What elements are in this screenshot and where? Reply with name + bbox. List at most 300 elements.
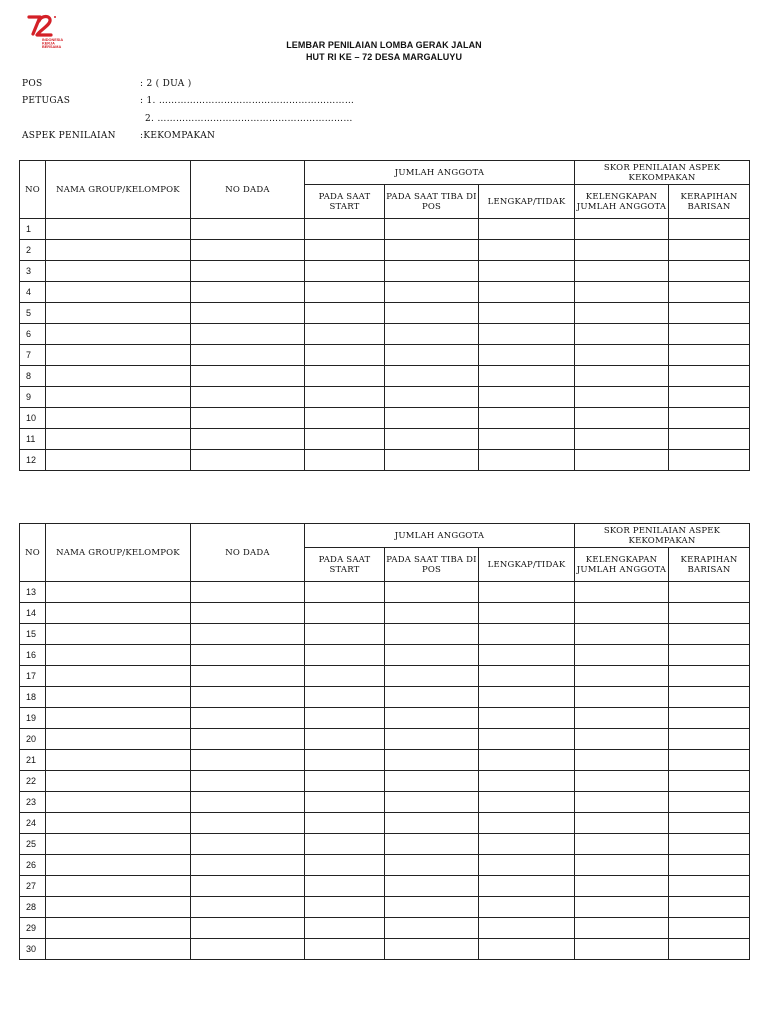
cell-tiba[interactable] [385, 792, 479, 813]
cell-lengkap[interactable] [479, 813, 575, 834]
row-number: 9 [20, 387, 46, 408]
table-row [20, 834, 750, 855]
row-number: 21 [20, 750, 46, 771]
cell-tiba[interactable] [385, 771, 479, 792]
cell-no-dada[interactable] [191, 429, 305, 450]
cell-lengkap[interactable] [479, 939, 575, 960]
cell-start[interactable] [305, 387, 385, 408]
cell-lengkap[interactable] [479, 834, 575, 855]
cell-lengkap[interactable] [479, 429, 575, 450]
cell-kerapihan[interactable] [669, 582, 750, 603]
cell-kelengkapan[interactable] [575, 645, 669, 666]
cell-lengkap[interactable] [479, 750, 575, 771]
cell-tiba[interactable] [385, 582, 479, 603]
cell-kerapihan[interactable] [669, 771, 750, 792]
petugas-label: PETUGAS [22, 96, 71, 106]
cell-tiba[interactable] [385, 387, 479, 408]
table-row [20, 666, 750, 687]
cell-nama-group[interactable] [46, 282, 191, 303]
cell-tiba[interactable] [385, 408, 479, 429]
cell-tiba[interactable] [385, 261, 479, 282]
header-pada-saat-tiba: PADA SAAT TIBA DI POS [385, 185, 479, 219]
cell-nama-group[interactable] [46, 897, 191, 918]
cell-kerapihan[interactable] [669, 750, 750, 771]
table-row [20, 429, 750, 450]
row-number: 30 [20, 939, 46, 960]
cell-tiba[interactable] [385, 708, 479, 729]
table-row [20, 303, 750, 324]
cell-nama-group[interactable] [46, 324, 191, 345]
table-row [20, 603, 750, 624]
cell-kelengkapan[interactable] [575, 603, 669, 624]
cell-kerapihan[interactable] [669, 918, 750, 939]
cell-kelengkapan[interactable] [575, 408, 669, 429]
cell-kerapihan[interactable] [669, 834, 750, 855]
cell-kelengkapan[interactable] [575, 240, 669, 261]
cell-kerapihan[interactable] [669, 324, 750, 345]
cell-nama-group[interactable] [46, 366, 191, 387]
cell-lengkap[interactable] [479, 687, 575, 708]
cell-no-dada[interactable] [191, 771, 305, 792]
cell-tiba[interactable] [385, 603, 479, 624]
table-row [20, 387, 750, 408]
cell-kelengkapan[interactable] [575, 834, 669, 855]
header-skor-penilaian: SKOR PENILAIAN ASPEK KEKOMPAKAN [575, 161, 750, 185]
cell-nama-group[interactable] [46, 408, 191, 429]
cell-no-dada[interactable] [191, 813, 305, 834]
cell-tiba[interactable] [385, 918, 479, 939]
cell-kelengkapan[interactable] [575, 366, 669, 387]
cell-no-dada[interactable] [191, 666, 305, 687]
cell-kelengkapan[interactable] [575, 771, 669, 792]
table-row [20, 282, 750, 303]
cell-nama-group[interactable] [46, 645, 191, 666]
cell-lengkap[interactable] [479, 729, 575, 750]
cell-lengkap[interactable] [479, 366, 575, 387]
cell-start[interactable] [305, 834, 385, 855]
cell-kelengkapan[interactable] [575, 582, 669, 603]
row-number: 2 [20, 240, 46, 261]
cell-tiba[interactable] [385, 687, 479, 708]
cell-nama-group[interactable] [46, 219, 191, 240]
cell-kerapihan[interactable] [669, 792, 750, 813]
cell-nama-group[interactable] [46, 855, 191, 876]
row-number: 25 [20, 834, 46, 855]
cell-kelengkapan[interactable] [575, 813, 669, 834]
cell-tiba[interactable] [385, 897, 479, 918]
header-kerapihan: KERAPIHAN BARISAN [669, 185, 750, 219]
cell-kerapihan[interactable] [669, 450, 750, 471]
table-row [20, 792, 750, 813]
cell-kelengkapan[interactable] [575, 666, 669, 687]
cell-start[interactable] [305, 708, 385, 729]
cell-tiba[interactable] [385, 324, 479, 345]
cell-lengkap[interactable] [479, 855, 575, 876]
row-number: 10 [20, 408, 46, 429]
info-pos [22, 79, 192, 89]
table-row [20, 687, 750, 708]
cell-tiba[interactable] [385, 450, 479, 471]
cell-nama-group[interactable] [46, 261, 191, 282]
row-number: 7 [20, 345, 46, 366]
row-number: 22 [20, 771, 46, 792]
cell-no-dada[interactable] [191, 366, 305, 387]
cell-nama-group[interactable] [46, 813, 191, 834]
cell-nama-group[interactable] [46, 387, 191, 408]
table-row [20, 324, 750, 345]
cell-start[interactable] [305, 645, 385, 666]
cell-lengkap[interactable] [479, 450, 575, 471]
cell-nama-group[interactable] [46, 666, 191, 687]
cell-kerapihan[interactable] [669, 408, 750, 429]
cell-lengkap[interactable] [479, 708, 575, 729]
row-number: 13 [20, 582, 46, 603]
cell-start[interactable] [305, 813, 385, 834]
cell-nama-group[interactable] [46, 939, 191, 960]
cell-no-dada[interactable] [191, 855, 305, 876]
cell-kerapihan[interactable] [669, 645, 750, 666]
row-number: 15 [20, 624, 46, 645]
cell-kelengkapan[interactable] [575, 624, 669, 645]
cell-nama-group[interactable] [46, 708, 191, 729]
cell-tiba[interactable] [385, 939, 479, 960]
cell-lengkap[interactable] [479, 345, 575, 366]
row-number: 11 [20, 429, 46, 450]
cell-kerapihan[interactable] [669, 345, 750, 366]
cell-kerapihan[interactable] [669, 813, 750, 834]
cell-nama-group[interactable] [46, 603, 191, 624]
cell-kelengkapan[interactable] [575, 729, 669, 750]
cell-tiba[interactable] [385, 645, 479, 666]
table-row [20, 645, 750, 666]
cell-kelengkapan[interactable] [575, 450, 669, 471]
cell-start[interactable] [305, 303, 385, 324]
cell-kelengkapan[interactable] [575, 897, 669, 918]
cell-no-dada[interactable] [191, 750, 305, 771]
cell-start[interactable] [305, 771, 385, 792]
cell-nama-group[interactable] [46, 303, 191, 324]
cell-kerapihan[interactable] [669, 897, 750, 918]
cell-nama-group[interactable] [46, 729, 191, 750]
cell-tiba[interactable] [385, 813, 479, 834]
cell-kerapihan[interactable] [669, 666, 750, 687]
cell-kerapihan[interactable] [669, 855, 750, 876]
cell-nama-group[interactable] [46, 429, 191, 450]
cell-no-dada[interactable] [191, 450, 305, 471]
cell-kerapihan[interactable] [669, 708, 750, 729]
table-row [20, 876, 750, 897]
cell-no-dada[interactable] [191, 408, 305, 429]
cell-tiba[interactable] [385, 282, 479, 303]
cell-start[interactable] [305, 750, 385, 771]
cell-no-dada[interactable] [191, 603, 305, 624]
cell-lengkap[interactable] [479, 897, 575, 918]
cell-kelengkapan[interactable] [575, 345, 669, 366]
cell-nama-group[interactable] [46, 834, 191, 855]
cell-start[interactable] [305, 897, 385, 918]
cell-no-dada[interactable] [191, 282, 305, 303]
score-table-2 [19, 523, 750, 960]
cell-tiba[interactable] [385, 429, 479, 450]
cell-nama-group[interactable] [46, 687, 191, 708]
cell-lengkap[interactable] [479, 792, 575, 813]
cell-start[interactable] [305, 624, 385, 645]
row-number: 28 [20, 897, 46, 918]
cell-no-dada[interactable] [191, 729, 305, 750]
cell-no-dada[interactable] [191, 303, 305, 324]
cell-kelengkapan[interactable] [575, 303, 669, 324]
header-kelengkapan: KELENGKAPAN JUMLAH ANGGOTA [575, 185, 669, 219]
cell-kelengkapan[interactable] [575, 708, 669, 729]
cell-lengkap[interactable] [479, 876, 575, 897]
svg-text:BERSAMA: BERSAMA [42, 45, 62, 48]
cell-start[interactable] [305, 876, 385, 897]
cell-nama-group[interactable] [46, 345, 191, 366]
cell-start[interactable] [305, 855, 385, 876]
cell-no-dada[interactable] [191, 792, 305, 813]
document-subtitle: HUT RI KE – 72 DESA MARGALUYU [305, 52, 463, 62]
cell-nama-group[interactable] [46, 876, 191, 897]
cell-kerapihan[interactable] [669, 282, 750, 303]
table-row [20, 939, 750, 960]
header-jumlah-anggota: JUMLAH ANGGOTA [305, 161, 575, 185]
row-number: 8 [20, 366, 46, 387]
cell-lengkap[interactable] [479, 408, 575, 429]
table-row [20, 366, 750, 387]
cell-kelengkapan[interactable] [575, 282, 669, 303]
petugas-1-field: : 1. ……………………………………………………… [140, 96, 355, 106]
cell-start[interactable] [305, 429, 385, 450]
cell-lengkap[interactable] [479, 645, 575, 666]
cell-kelengkapan[interactable] [575, 261, 669, 282]
cell-kerapihan[interactable] [669, 240, 750, 261]
cell-tiba[interactable] [385, 729, 479, 750]
cell-kerapihan[interactable] [669, 876, 750, 897]
cell-no-dada[interactable] [191, 918, 305, 939]
cell-nama-group[interactable] [46, 771, 191, 792]
row-number: 19 [20, 708, 46, 729]
row-number: 14 [20, 603, 46, 624]
cell-start[interactable] [305, 918, 385, 939]
svg-text:KERJA: KERJA [42, 41, 55, 46]
table-row [20, 708, 750, 729]
svg-text:INDONESIA: INDONESIA [42, 38, 64, 42]
cell-kelengkapan[interactable] [575, 324, 669, 345]
cell-no-dada[interactable] [191, 708, 305, 729]
cell-start[interactable] [305, 939, 385, 960]
row-number: 4 [20, 282, 46, 303]
header-kerapihan: KERAPIHAN BARISAN [669, 548, 750, 582]
row-number: 5 [20, 303, 46, 324]
cell-kerapihan[interactable] [669, 624, 750, 645]
cell-start[interactable] [305, 324, 385, 345]
cell-no-dada[interactable] [191, 261, 305, 282]
cell-kerapihan[interactable] [669, 729, 750, 750]
header-jumlah-anggota: JUMLAH ANGGOTA [305, 524, 575, 548]
cell-kerapihan[interactable] [669, 387, 750, 408]
cell-no-dada[interactable] [191, 240, 305, 261]
cell-no-dada[interactable] [191, 582, 305, 603]
row-number: 12 [20, 450, 46, 471]
cell-tiba[interactable] [385, 219, 479, 240]
table-row [20, 345, 750, 366]
cell-nama-group[interactable] [46, 582, 191, 603]
header-pada-saat-tiba: PADA SAAT TIBA DI POS [385, 548, 479, 582]
cell-tiba[interactable] [385, 666, 479, 687]
table-row [20, 450, 750, 471]
cell-tiba[interactable] [385, 624, 479, 645]
cell-kelengkapan[interactable] [575, 855, 669, 876]
cell-tiba[interactable] [385, 240, 479, 261]
cell-tiba[interactable] [385, 750, 479, 771]
cell-no-dada[interactable] [191, 834, 305, 855]
row-number: 1 [20, 219, 46, 240]
pos-value: : 2 ( DUA ) [140, 79, 192, 89]
row-number: 20 [20, 729, 46, 750]
header-skor-penilaian: SKOR PENILAIAN ASPEK KEKOMPAKAN [575, 524, 750, 548]
cell-no-dada[interactable] [191, 645, 305, 666]
header-nama-group: NAMA GROUP/KELOMPOK [46, 524, 191, 582]
cell-start[interactable] [305, 282, 385, 303]
cell-kelengkapan[interactable] [575, 687, 669, 708]
cell-no-dada[interactable] [191, 219, 305, 240]
cell-kerapihan[interactable] [669, 261, 750, 282]
cell-tiba[interactable] [385, 303, 479, 324]
table-row [20, 897, 750, 918]
cell-kerapihan[interactable] [669, 366, 750, 387]
pos-label: POS [22, 79, 43, 89]
cell-lengkap[interactable] [479, 324, 575, 345]
cell-start[interactable] [305, 582, 385, 603]
cell-lengkap[interactable] [479, 624, 575, 645]
cell-start[interactable] [305, 603, 385, 624]
cell-lengkap[interactable] [479, 771, 575, 792]
cell-kelengkapan[interactable] [575, 939, 669, 960]
cell-lengkap[interactable] [479, 603, 575, 624]
cell-no-dada[interactable] [191, 624, 305, 645]
cell-kerapihan[interactable] [669, 603, 750, 624]
cell-kelengkapan[interactable] [575, 219, 669, 240]
row-number: 24 [20, 813, 46, 834]
cell-nama-group[interactable] [46, 624, 191, 645]
cell-nama-group[interactable] [46, 792, 191, 813]
cell-lengkap[interactable] [479, 387, 575, 408]
row-number: 26 [20, 855, 46, 876]
cell-lengkap[interactable] [479, 666, 575, 687]
cell-lengkap[interactable] [479, 303, 575, 324]
cell-kerapihan[interactable] [669, 429, 750, 450]
cell-kelengkapan[interactable] [575, 429, 669, 450]
cell-kerapihan[interactable] [669, 687, 750, 708]
cell-lengkap[interactable] [479, 582, 575, 603]
header-lengkap-tidak: LENGKAP/TIDAK [479, 185, 575, 219]
document-title: LEMBAR PENILAIAN LOMBA GERAK JALAN [286, 40, 482, 50]
cell-start[interactable] [305, 450, 385, 471]
cell-start[interactable] [305, 666, 385, 687]
row-number: 3 [20, 261, 46, 282]
table-2-body [20, 582, 750, 960]
table-row [20, 729, 750, 750]
cell-start[interactable] [305, 687, 385, 708]
cell-start[interactable] [305, 219, 385, 240]
cell-tiba[interactable] [385, 345, 479, 366]
cell-kerapihan[interactable] [669, 939, 750, 960]
header-lengkap-tidak: LENGKAP/TIDAK [479, 548, 575, 582]
cell-nama-group[interactable] [46, 750, 191, 771]
cell-kerapihan[interactable] [669, 303, 750, 324]
cell-tiba[interactable] [385, 834, 479, 855]
cell-start[interactable] [305, 261, 385, 282]
score-table-1 [19, 160, 750, 471]
petugas-2-field: 2. ……………………………………………………… [145, 114, 353, 124]
cell-kerapihan[interactable] [669, 219, 750, 240]
cell-lengkap[interactable] [479, 282, 575, 303]
table-row [20, 771, 750, 792]
header-no: NO [20, 161, 46, 219]
header-nama-group: NAMA GROUP/KELOMPOK [46, 161, 191, 219]
table-row [20, 813, 750, 834]
header-no-dada: NO DADA [191, 524, 305, 582]
row-number: 6 [20, 324, 46, 345]
cell-no-dada[interactable] [191, 687, 305, 708]
cell-no-dada[interactable] [191, 876, 305, 897]
cell-kelengkapan[interactable] [575, 387, 669, 408]
row-number: 18 [20, 687, 46, 708]
header-pada-saat-start: PADA SAAT START [305, 185, 385, 219]
cell-kelengkapan[interactable] [575, 876, 669, 897]
info-aspek [22, 131, 215, 141]
cell-start[interactable] [305, 792, 385, 813]
cell-no-dada[interactable] [191, 387, 305, 408]
cell-nama-group[interactable] [46, 450, 191, 471]
cell-tiba[interactable] [385, 876, 479, 897]
table-row [20, 582, 750, 603]
table-row [20, 219, 750, 240]
table-row [20, 624, 750, 645]
cell-lengkap[interactable] [479, 261, 575, 282]
cell-nama-group[interactable] [46, 918, 191, 939]
header-kelengkapan: KELENGKAPAN JUMLAH ANGGOTA [575, 548, 669, 582]
cell-lengkap[interactable] [479, 219, 575, 240]
cell-tiba[interactable] [385, 366, 479, 387]
cell-start[interactable] [305, 366, 385, 387]
cell-kelengkapan[interactable] [575, 918, 669, 939]
cell-start[interactable] [305, 240, 385, 261]
cell-kelengkapan[interactable] [575, 792, 669, 813]
aspek-value: :KEKOMPAKAN [140, 131, 216, 141]
cell-no-dada[interactable] [191, 345, 305, 366]
table-row [20, 855, 750, 876]
table-row [20, 408, 750, 429]
cell-no-dada[interactable] [191, 897, 305, 918]
cell-start[interactable] [305, 345, 385, 366]
cell-no-dada[interactable] [191, 939, 305, 960]
cell-start[interactable] [305, 408, 385, 429]
cell-start[interactable] [305, 729, 385, 750]
cell-lengkap[interactable] [479, 918, 575, 939]
table-row [20, 240, 750, 261]
row-number: 29 [20, 918, 46, 939]
header-no-dada: NO DADA [191, 161, 305, 219]
cell-tiba[interactable] [385, 855, 479, 876]
table-row [20, 750, 750, 771]
table-1-body [20, 219, 750, 471]
cell-lengkap[interactable] [479, 240, 575, 261]
cell-kelengkapan[interactable] [575, 750, 669, 771]
header-pada-saat-start: PADA SAAT START [305, 548, 385, 582]
cell-nama-group[interactable] [46, 240, 191, 261]
cell-no-dada[interactable] [191, 324, 305, 345]
